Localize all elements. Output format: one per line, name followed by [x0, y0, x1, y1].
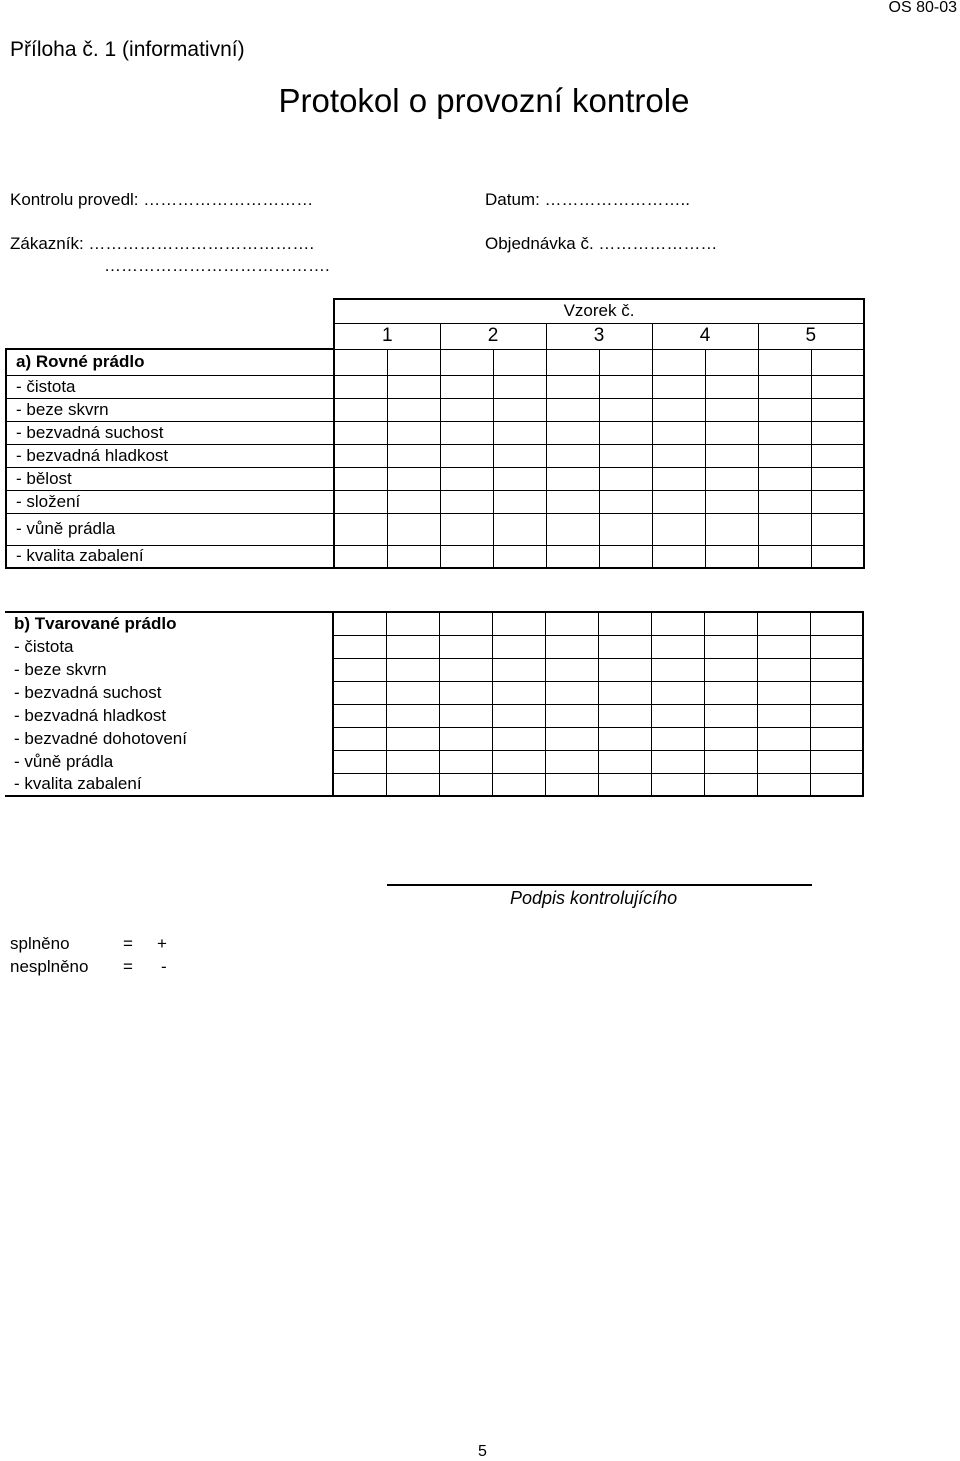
- check-cell[interactable]: [757, 635, 810, 658]
- annex-heading: Příloha č. 1 (informativní): [10, 38, 245, 61]
- check-cell[interactable]: [546, 513, 599, 545]
- check-cell[interactable]: [811, 490, 864, 513]
- check-cell[interactable]: [493, 490, 546, 513]
- check-cell[interactable]: [704, 658, 757, 681]
- check-cell[interactable]: [704, 681, 757, 704]
- check-cell[interactable]: [440, 375, 493, 398]
- check-cell[interactable]: [758, 398, 811, 421]
- check-cell[interactable]: [598, 681, 651, 704]
- sample-number: 2: [440, 323, 546, 349]
- check-cell[interactable]: [651, 681, 704, 704]
- sample-number: 3: [546, 323, 652, 349]
- check-cell[interactable]: [599, 545, 652, 568]
- table-row: [5, 750, 863, 773]
- check-cell[interactable]: [757, 727, 810, 750]
- check-cell[interactable]: [439, 727, 492, 750]
- table-row: [6, 398, 864, 421]
- check-cell[interactable]: [440, 349, 493, 375]
- check-cell[interactable]: [492, 612, 545, 635]
- table-row: [6, 349, 864, 375]
- check-cell[interactable]: [440, 421, 493, 444]
- check-cell[interactable]: [652, 349, 705, 375]
- table-row: [5, 635, 863, 658]
- check-cell[interactable]: [651, 635, 704, 658]
- check-cell[interactable]: [493, 545, 546, 568]
- criterion-label: - beze skvrn: [5, 658, 333, 681]
- check-cell[interactable]: [492, 750, 545, 773]
- check-cell[interactable]: [493, 398, 546, 421]
- check-cell[interactable]: [386, 658, 439, 681]
- check-cell[interactable]: [440, 444, 493, 467]
- criterion-label: - čistota: [6, 375, 334, 398]
- criterion-label: - kvalita zabalení: [6, 545, 334, 568]
- check-cell[interactable]: [758, 513, 811, 545]
- check-cell[interactable]: [757, 773, 810, 796]
- check-cell[interactable]: [757, 658, 810, 681]
- criterion-label: - bezvadná suchost: [6, 421, 334, 444]
- check-cell[interactable]: [811, 513, 864, 545]
- check-cell[interactable]: [492, 773, 545, 796]
- table-row: [6, 513, 864, 545]
- legend-done-equals: =: [123, 934, 133, 953]
- legend-done-symbol: +: [157, 934, 167, 953]
- check-cell[interactable]: [652, 490, 705, 513]
- check-cell[interactable]: [757, 612, 810, 635]
- check-cell[interactable]: [599, 490, 652, 513]
- check-cell[interactable]: [387, 490, 440, 513]
- check-cell[interactable]: [439, 658, 492, 681]
- criterion-label: - složení: [6, 490, 334, 513]
- check-cell[interactable]: [757, 704, 810, 727]
- document-code: OS 80-03: [888, 0, 957, 16]
- table-row: [6, 375, 864, 398]
- legend-done-label: splněno: [10, 934, 70, 953]
- check-cell[interactable]: [333, 704, 386, 727]
- check-cell[interactable]: [651, 612, 704, 635]
- check-cell[interactable]: [333, 773, 386, 796]
- order-number-field: Objednávka č. …………………: [485, 234, 718, 253]
- check-cell[interactable]: [493, 375, 546, 398]
- table-row: [6, 490, 864, 513]
- check-cell[interactable]: [758, 421, 811, 444]
- check-cell[interactable]: [546, 467, 599, 490]
- check-cell[interactable]: [705, 349, 758, 375]
- table-straight-linen: [5, 298, 865, 569]
- check-cell[interactable]: [440, 490, 493, 513]
- check-cell[interactable]: [545, 704, 598, 727]
- criterion-label: - bezvadná hladkost: [6, 444, 334, 467]
- check-cell[interactable]: [811, 444, 864, 467]
- check-cell[interactable]: [599, 349, 652, 375]
- check-cell[interactable]: [334, 444, 387, 467]
- check-cell[interactable]: [598, 658, 651, 681]
- check-cell[interactable]: [333, 681, 386, 704]
- check-cell[interactable]: [492, 681, 545, 704]
- check-cell[interactable]: [598, 704, 651, 727]
- check-cell[interactable]: [387, 349, 440, 375]
- check-cell[interactable]: [705, 467, 758, 490]
- check-cell[interactable]: [652, 421, 705, 444]
- criterion-label: - bezvadné dohotovení: [5, 727, 333, 750]
- check-cell[interactable]: [386, 681, 439, 704]
- criterion-label: - vůně prádla: [5, 750, 333, 773]
- check-cell[interactable]: [387, 545, 440, 568]
- check-cell[interactable]: [705, 545, 758, 568]
- check-cell[interactable]: [704, 704, 757, 727]
- check-cell[interactable]: [387, 467, 440, 490]
- check-cell[interactable]: [810, 658, 863, 681]
- check-cell[interactable]: [440, 398, 493, 421]
- check-cell[interactable]: [439, 750, 492, 773]
- table-row: [5, 681, 863, 704]
- check-cell[interactable]: [598, 750, 651, 773]
- legend-notdone-label: nesplněno: [10, 957, 89, 976]
- check-cell[interactable]: [598, 612, 651, 635]
- check-cell[interactable]: [439, 681, 492, 704]
- check-cell[interactable]: [492, 635, 545, 658]
- check-cell[interactable]: [652, 375, 705, 398]
- check-cell[interactable]: [545, 635, 598, 658]
- check-cell[interactable]: [546, 349, 599, 375]
- check-cell[interactable]: [546, 375, 599, 398]
- check-cell[interactable]: [440, 467, 493, 490]
- table-row: [5, 658, 863, 681]
- check-cell[interactable]: [758, 375, 811, 398]
- criterion-label: - bezvadná hladkost: [5, 704, 333, 727]
- check-cell[interactable]: [757, 750, 810, 773]
- check-cell[interactable]: [545, 612, 598, 635]
- check-cell[interactable]: [546, 545, 599, 568]
- page-title: Protokol o provozní kontrole: [278, 82, 690, 119]
- check-cell[interactable]: [599, 398, 652, 421]
- sample-number: 1: [334, 323, 440, 349]
- table-row: [5, 704, 863, 727]
- check-cell[interactable]: [387, 513, 440, 545]
- legend-notdone-equals: =: [123, 957, 133, 976]
- check-cell[interactable]: [599, 467, 652, 490]
- check-cell[interactable]: [439, 773, 492, 796]
- criterion-label: - bezvadná suchost: [5, 681, 333, 704]
- signature-line: [387, 884, 812, 886]
- date-field: Datum: ……………………..: [485, 190, 690, 209]
- check-cell[interactable]: [705, 490, 758, 513]
- check-cell[interactable]: [598, 727, 651, 750]
- check-cell[interactable]: [810, 612, 863, 635]
- check-cell[interactable]: [333, 635, 386, 658]
- check-cell[interactable]: [651, 773, 704, 796]
- check-cell[interactable]: [334, 398, 387, 421]
- table-row: [5, 727, 863, 750]
- check-cell[interactable]: [545, 658, 598, 681]
- check-cell[interactable]: [811, 375, 864, 398]
- check-cell[interactable]: [811, 545, 864, 568]
- check-cell[interactable]: [546, 398, 599, 421]
- check-cell[interactable]: [758, 349, 811, 375]
- check-cell[interactable]: [386, 704, 439, 727]
- check-cell[interactable]: [652, 545, 705, 568]
- criterion-label: - kvalita zabalení: [5, 773, 333, 796]
- check-cell[interactable]: [334, 545, 387, 568]
- check-cell[interactable]: [598, 635, 651, 658]
- customer-field-continuation: ………………………………….: [104, 256, 330, 275]
- check-cell[interactable]: [545, 681, 598, 704]
- check-cell[interactable]: [652, 398, 705, 421]
- check-cell[interactable]: [599, 421, 652, 444]
- check-cell[interactable]: [704, 612, 757, 635]
- sample-number: 5: [758, 323, 864, 349]
- check-cell[interactable]: [758, 444, 811, 467]
- table-shaped-linen: [5, 611, 864, 797]
- check-cell[interactable]: [334, 349, 387, 375]
- check-cell[interactable]: [387, 375, 440, 398]
- check-cell[interactable]: [651, 750, 704, 773]
- check-cell[interactable]: [704, 773, 757, 796]
- check-cell[interactable]: [493, 349, 546, 375]
- check-cell[interactable]: [704, 635, 757, 658]
- check-cell[interactable]: [493, 421, 546, 444]
- check-cell[interactable]: [705, 513, 758, 545]
- check-cell[interactable]: [546, 421, 599, 444]
- criterion-label: - beze skvrn: [6, 398, 334, 421]
- check-cell[interactable]: [334, 513, 387, 545]
- table-row: [6, 545, 864, 568]
- check-cell[interactable]: [810, 773, 863, 796]
- check-cell[interactable]: [546, 490, 599, 513]
- check-cell[interactable]: [545, 750, 598, 773]
- check-cell[interactable]: [651, 704, 704, 727]
- check-cell[interactable]: [598, 773, 651, 796]
- check-cell[interactable]: [439, 635, 492, 658]
- check-cell[interactable]: [387, 421, 440, 444]
- check-cell[interactable]: [810, 704, 863, 727]
- check-cell[interactable]: [758, 467, 811, 490]
- check-cell[interactable]: [493, 467, 546, 490]
- check-cell[interactable]: [545, 773, 598, 796]
- check-cell[interactable]: [758, 490, 811, 513]
- check-cell[interactable]: [439, 612, 492, 635]
- check-cell[interactable]: [440, 513, 493, 545]
- check-cell[interactable]: [705, 421, 758, 444]
- table-row: [6, 467, 864, 490]
- check-cell[interactable]: [387, 398, 440, 421]
- check-cell[interactable]: [704, 727, 757, 750]
- check-cell[interactable]: [493, 513, 546, 545]
- check-cell[interactable]: [599, 513, 652, 545]
- check-cell[interactable]: [651, 727, 704, 750]
- check-cell[interactable]: [334, 375, 387, 398]
- section-heading: a) Rovné prádlo: [6, 349, 334, 375]
- check-cell[interactable]: [439, 704, 492, 727]
- check-cell[interactable]: [334, 467, 387, 490]
- check-cell[interactable]: [386, 750, 439, 773]
- check-cell[interactable]: [652, 513, 705, 545]
- signature-label: Podpis kontrolujícího: [510, 888, 678, 908]
- check-cell[interactable]: [492, 658, 545, 681]
- check-cell[interactable]: [705, 375, 758, 398]
- check-cell[interactable]: [492, 727, 545, 750]
- check-cell[interactable]: [811, 421, 864, 444]
- check-cell[interactable]: [599, 444, 652, 467]
- check-cell[interactable]: [334, 490, 387, 513]
- check-cell[interactable]: [811, 398, 864, 421]
- page-number: 5: [478, 1443, 487, 1460]
- section-heading: b) Tvarované prádlo: [5, 612, 333, 635]
- check-cell[interactable]: [492, 704, 545, 727]
- check-cell[interactable]: [811, 467, 864, 490]
- sample-caption: Vzorek č.: [334, 299, 864, 323]
- check-cell[interactable]: [386, 612, 439, 635]
- criterion-label: - vůně prádla: [6, 513, 334, 545]
- check-cell[interactable]: [493, 444, 546, 467]
- check-cell[interactable]: [334, 421, 387, 444]
- check-cell[interactable]: [810, 727, 863, 750]
- customer-field: Zákazník: ………………………………….: [10, 234, 315, 253]
- table-row: [6, 444, 864, 467]
- check-cell[interactable]: [546, 444, 599, 467]
- check-cell[interactable]: [333, 750, 386, 773]
- check-cell[interactable]: [386, 635, 439, 658]
- check-cell[interactable]: [333, 727, 386, 750]
- check-cell[interactable]: [810, 681, 863, 704]
- check-cell[interactable]: [386, 727, 439, 750]
- check-cell[interactable]: [810, 635, 863, 658]
- table-row: [5, 773, 863, 796]
- check-cell[interactable]: [652, 444, 705, 467]
- table-row: [6, 421, 864, 444]
- check-cell[interactable]: [652, 467, 705, 490]
- check-cell[interactable]: [705, 398, 758, 421]
- table-row: [5, 612, 863, 635]
- check-cell[interactable]: [811, 349, 864, 375]
- check-cell[interactable]: [757, 681, 810, 704]
- check-cell[interactable]: [651, 658, 704, 681]
- check-cell[interactable]: [333, 612, 386, 635]
- check-cell[interactable]: [440, 545, 493, 568]
- check-cell[interactable]: [705, 444, 758, 467]
- check-cell[interactable]: [704, 750, 757, 773]
- sample-number: 4: [652, 323, 758, 349]
- check-cell[interactable]: [545, 727, 598, 750]
- criterion-label: - čistota: [5, 635, 333, 658]
- check-cell[interactable]: [599, 375, 652, 398]
- check-cell[interactable]: [758, 545, 811, 568]
- check-cell[interactable]: [810, 750, 863, 773]
- check-cell[interactable]: [386, 773, 439, 796]
- criterion-label: - bělost: [6, 467, 334, 490]
- check-cell[interactable]: [333, 658, 386, 681]
- inspector-field: Kontrolu provedl: …………………………: [10, 190, 314, 209]
- check-cell[interactable]: [387, 444, 440, 467]
- legend-notdone-symbol: -: [161, 957, 167, 976]
